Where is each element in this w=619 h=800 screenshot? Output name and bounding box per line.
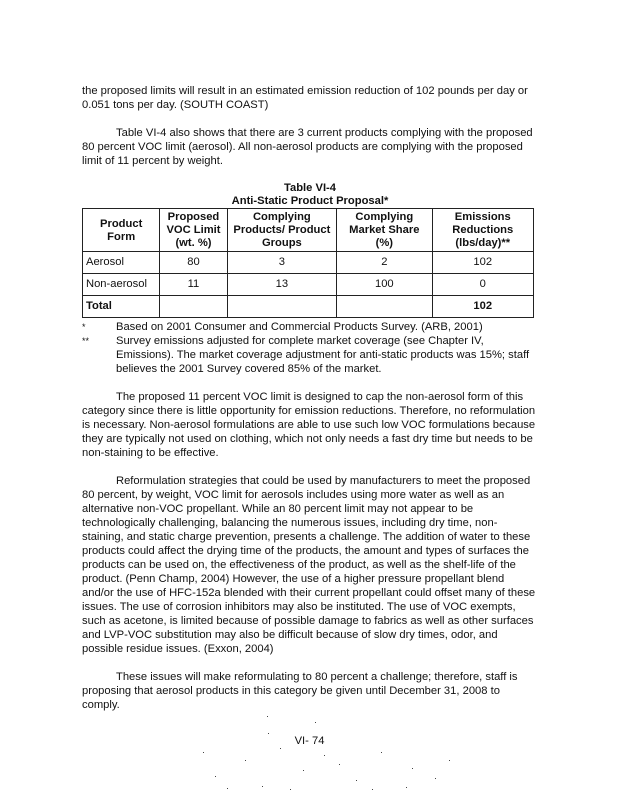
paragraph-reformulation: Reformulation strategies that could be used by manufacturers to meet the proposed 80 percent, by weight, VOC limit for aerosols includes using more water as well as an alternative non-VOC propellant. While an 80 percent limit may not appear to be technologically challenging, balancing the numerous issues, including dry time, non-staining, and static charge prevention, presents a challenge. The addition of water to these products could affect the drying time of the products, the amount and types of surfaces the products can be used on, the effectiveness of the product, as well as the shelf-life of the product. (Penn Champ, 2004) However, the use of a higher pressure propellant blend and/or the use of HFC-152a blended with their current propellant could offset many of these issues. The use of corrosion inhibitors may also be instituted. The use of VOC exempts, such as acetone, is limited because of possible damage to fabrics as well as other surfaces and LVP-VOC substitution may also be difficult because of slow dry times, odor, and possible residue issues. (Exxon, 2004)	[82, 475, 536, 655]
cell-share: 100	[337, 274, 432, 296]
cell-empty	[160, 296, 227, 318]
header-voc-limit: Proposed VOC Limit (wt. %)	[160, 209, 227, 252]
table-title: Anti-Static Product Proposal*	[231, 195, 389, 207]
footnote	[82, 334, 538, 376]
footnote-text: Based on 2001 Consumer and Commercial Products Survey. (ARB, 2001)	[116, 321, 483, 333]
paragraph-table-summary: Table VI-4 also shows that there are 3 current products complying with the proposed 80 percent VOC limit (aerosol). All non-aerosol products are complying with the proposed limit of 11 percent by weight.	[82, 127, 533, 167]
table-row	[83, 274, 534, 296]
scan-speck	[262, 786, 263, 787]
footnote-text: Survey emissions adjusted for complete market coverage (see Chapter IV, Emissions). The market coverage adjustment for anti-static products was 15%; staff believes the 2001 Survey covered 85% of the market.	[116, 335, 530, 375]
scan-speck	[227, 788, 228, 789]
table-number: Table VI-4	[283, 182, 336, 194]
table-header-row	[83, 209, 534, 252]
paragraph-non-aerosol: The proposed 11 percent VOC limit is designed to cap the non-aerosol form of this category since there is little opportunity for emission reductions. Therefore, no reformulation is necessary. Non-aerosol formulations are able to use such low VOC formulations because they are typically not used on clothing, which not only needs a fast dry time but needs to be non-staining to be effective.	[82, 391, 536, 459]
scan-speck	[356, 780, 357, 781]
scan-speck	[435, 778, 436, 779]
table-footnotes	[82, 320, 538, 376]
document-page	[82, 84, 538, 712]
scan-speck	[381, 752, 382, 753]
scan-speck	[406, 787, 407, 788]
cell-limit: 80	[160, 252, 227, 274]
spacer	[82, 656, 538, 670]
scan-speck	[267, 716, 268, 717]
footnote	[82, 320, 538, 334]
scan-speck	[280, 748, 281, 749]
cell-form: Aerosol	[83, 252, 160, 274]
cell-total-label: Total	[83, 296, 160, 318]
table-row	[83, 252, 534, 274]
spacer	[82, 376, 538, 390]
scan-speck	[315, 722, 316, 723]
paragraph-emission-summary: the proposed limits will result in an estimated emission reduction of 102 pounds per day or 0.051 tons per day. (SOUTH COAST)	[82, 85, 528, 111]
scan-speck	[303, 770, 304, 771]
scan-speck	[245, 760, 246, 761]
header-product-form: Product Form	[83, 209, 160, 252]
table-caption	[82, 182, 538, 208]
cell-limit: 11	[160, 274, 227, 296]
footnote-mark: **	[82, 336, 90, 346]
scan-speck	[290, 789, 291, 790]
scan-speck	[412, 768, 413, 769]
paragraph-compliance-date: These issues will make reformulating to 80 percent a challenge; therefore, staff is proposing that aerosol products in this category be given until December 31, 2008 to comply.	[82, 671, 518, 711]
cell-form: Non-aerosol	[83, 274, 160, 296]
scan-speck	[449, 760, 450, 761]
cell-products: 13	[227, 274, 336, 296]
header-emissions-reductions: Emissions Reductions (lbs/day)**	[432, 209, 533, 252]
footnote-mark: *	[82, 322, 86, 332]
page-number: VI- 74	[294, 735, 325, 747]
scan-speck	[372, 789, 373, 790]
anti-static-proposal-table	[82, 208, 534, 318]
scan-speck	[324, 755, 325, 756]
scan-speck	[339, 764, 340, 765]
cell-products: 3	[227, 252, 336, 274]
cell-total-reduction: 102	[432, 296, 533, 318]
cell-reduction: 102	[432, 252, 533, 274]
header-complying-products: Complying Products/ Product Groups	[227, 209, 336, 252]
table-total-row	[83, 296, 534, 318]
spacer	[82, 112, 538, 126]
header-market-share: Complying Market Share (%)	[337, 209, 432, 252]
cell-empty	[337, 296, 432, 318]
scan-speck	[203, 752, 204, 753]
scan-speck	[215, 776, 216, 777]
cell-reduction: 0	[432, 274, 533, 296]
scan-speck	[268, 733, 269, 734]
cell-empty	[227, 296, 336, 318]
spacer	[82, 460, 538, 474]
cell-share: 2	[337, 252, 432, 274]
